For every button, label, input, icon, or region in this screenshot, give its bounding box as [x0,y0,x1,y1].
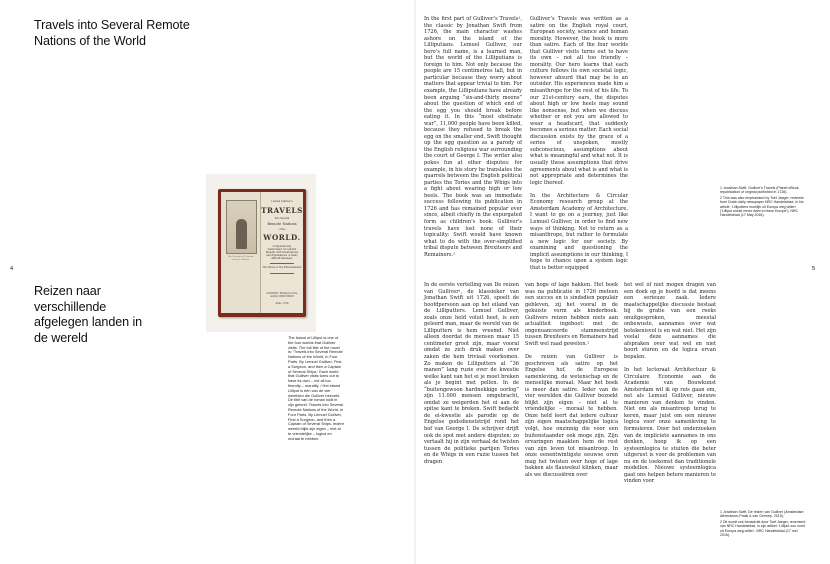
portrait-figure [236,219,247,249]
title-page [261,192,303,313]
book-photo [206,174,316,332]
portrait-caption: The Portrait of Captain Lemuel Gulliver [227,255,254,261]
dutch-column-2 [525,282,618,552]
footnote: 2 This was also emphasised by Toef Jaeger, reviewer from Dutch daily newspaper NRC Handelsblad, in his article: ‘Lilliputters moeilijk uit Europa weg willen’ (‘Lilliput would never want to leave Europe’), NRC Handelsblad (17 May 2016). [720,195,804,218]
tp-line: TRAVELS [261,206,303,215]
dutch-column-3 [624,282,716,552]
page-number-right: 5 [812,266,816,272]
dutch-paragraph: In de eerste vertelling van De reizen van Gulliver¹, de klassieker van Jonathan Swift uit 1726, spoelt de hoofdpersoon aan op het eiland van de Lilliputters. Lemuel Gulliver, zoals onze held voluit heet, is een geleerd man, maar de wereld van de Lilliputters is hem vreemd. Niet alleen doordat de mensen maar 15 centimeter groot zijn, maar vooral omdat ze zich druk maken over zaken die hem triviaal voorkomen. Zo maken de Lilliputters al “36 manen” lang ruzie over de kwestie welke kant van het ei je moet breken als je begint met pellen. In de “buitengewoon hardnekkige oorlog” zijn 11.000 mensen omgebracht, omdat ze weigerden het ei aan de spitse kant te breken. Swift bedacht de ei-kwestie als parodie op de Engelse godsdienststrijd rond het hof van George I. De schrijver drijft ook de spot met andere disputen: zo vertaalt hij in zijn verhaal de twisten tussen de politieke partijen Tories en de Whigs in een ruzie tussen het dragen [424,282,519,465]
tp-rule [270,273,294,274]
tp-line: Remote Nations [267,222,297,226]
frontispiece-page [221,192,260,313]
tp-line: WORLD. [263,233,301,242]
tp-rule [270,263,294,264]
english-column-1 [424,16,522,258]
book-cover [218,189,306,317]
photo-caption: The island of Lilliput is one of the four worlds that Gulliver visits. The full title of the novel is: ‘Travels into Several Remote Nations of the World, in Four Parts. By Lemuel Gulliver, First a Surgeon, and then a Captain of Several Ships.’ Each world that Gulliver visits turns out to have its own – not all too friendly – morality. / Het eiland Lilliput is één van de vier werelden die Gulliver bezoekt. De titel van de roman luidt in zijn geheel: Travels into Several Remote Nations of the World, in Four Parts. By Lemuel Gulliver, First a Surgeon, and then a Captain of Several Ships. Iedere wereld blijkt zijn eigen – niet al te vriendelijke – logica en moraal te hebben. [288,335,345,441]
tp-line: LONDON: Printed for the Author MDCCXXVI [266,292,298,298]
english-title: Travels into Several Remote Nations of the World [34,18,190,48]
dutch-column-1 [424,282,519,552]
dutch-paragraph: van hoge of lage hakken. Het boek was na publicatie in 1726 meteen een succes en is sindsdien populair gebleven, zij het vooral in de gekuiste vorm als kinderboek. Gullivers reizen hebben niets aan actualiteit ingeboet: met de ongenuanceerde stammenstrijd tussen Brexiteers en Remainers had Swift wel raad geweten.² [525,282,618,347]
tp-line: Anno 1726 [275,302,289,305]
gutter [414,0,416,564]
footnote: 1 Jonathan Swift, Gulliver’s Travels (Planet eBook, republication of original published in 1726). [720,186,800,195]
english-column-2 [530,16,628,271]
footnote: 1 Jonathan Swift, De reizen van Gulliver (Amsterdam: Athenaeum-Polak & van Gennep, 2015). [720,510,805,519]
dutch-paragraph: het wel of niet mogen dragen van een doek op je hoofd is dat ineens een serieuze zaak. Iedere maatschappelijke discussie bestaat bij de gratie van een reeks onuitgesproken, meestal onbewuste, aannames over wat betekenisvol is en wat niet. Het zijn veelal deze aannames die afspraken over wat wel en niet hoort sturen en de logica ervan bepalen. [624,282,716,361]
dutch-footnotes [720,510,806,560]
tp-line: Lemuel Gulliver’s [271,200,293,203]
gulliver-portrait-engraving [226,200,257,254]
english-paragraph: In the first part of Gulliver’s Travels¹, the classic by Jonathan Swift from 1726, the main character washes ashore on the island of the Lilliputians. Lemuel Gulliver, our hero’s full name, is a learned man, but the world of the Lilliputians is foreign to him. Not only because the people are 15 centimetres tall, but in particular because they worry about matters that appear trivial to him. For example, the Lilliputians have already been arguing “six-and-thirty moons” about the question of which end of the egg you should break before eating it. In this “most obstinate war”, 11,000 people have been killed, because they refused to break the egg on the smaller end. Swift thought up the egg question as a parody of the English religious war surrounding the court of George I. The writer also pokes fun at other disputes: for example, in his story he translates the quarrels between the English political parties the Tories and the Whigs into a fight about wearing high or low heels. The book was an immediate success following its publication in 1726 and has remained popular ever since, albeit chiefly in the expurgated form as children’s book. Gulliver’s travels have lost none of their topicality: Swift would have known what to do with the over-simplified tribal dispute between Brexiteers and Remainers.² [424,16,522,258]
dutch-paragraph: De reizen van Gulliver is geschreven als satire op het Engelse hof, de Europese samenleving, de wetenschap en de menselijke moraal. Maar het boek is meer dan satire. Ieder van de vier werelden die Gulliver bezoekt blijkt zijn eigen – niet al te vriendelijke – moraal te hebben. Onze held leert dat iedere cultuur zijn eigen maatschappelijke logica volgt, hoe onzinnig die voor een buitenstaander ook moge zijn. Zijn ervaringen maakten hem de rest van zijn leven tot misantroop. In onze eenentwintigste eeuwse oren mag het twisten over hoge of lage hakken als flauwekul klinken, maar als we discussiëren over [525,354,618,478]
tp-line: of the [278,228,286,231]
dutch-paragraph: In het lectoraat Architectuur & Circulaire Economie aan de Academie van Bouwkunst Amsterdam wil ik op reis gaan om, net als Lemuel Gulliver, nieuwe manieren van denken te vinden. Niet om als misantroop terug te keren, maar juist om een nieuwe logica voor onze samenleving te formuleren. Door het onderzoeken van de impliciete aannames in ons denken, hoop ik op een systeemlogica te stuiten die beter uitgerust is voor de problemen van nu en de toekomst dan traditionele modellen. Nieuwe systeemlogica gaat ons helpen betere manieren te vinden voor [624,367,716,485]
english-paragraph: In the Architecture & Circular Economy research group at the Amsterdam Academy of Architecture, I want to go on a journey, just like Lemuel Gulliver, in order to find new ways of thinking. Not to return as a misanthrope, but rather to formulate a new logic for our society. By examining and questioning the implicit assumptions in our thinking, I hope to chance upon a system logic that is better equipped [530,192,628,271]
tp-line: The Whole of the Entertainment [262,266,302,269]
tp-line: into Several [274,217,290,220]
english-paragraph: Gulliver’s Travels was written as a satire on the English royal court, European society, science and human morality. However, the book is more than satire. Each of the four worlds that Gulliver visits turns out to have its own – not all too friendly – morality. Our hero learns that each culture follows its own societal logic, however absurd that may be to an outsider. His experiences made him a misanthrope for the rest of his life. To our 21st-century ears, the disputes about high or low heels may sound like nonsense, but when we discuss whether or not you are allowed to wear a headscarf, that suddenly becomes a serious matter. Each social discussion exists by the grace of a series of unspoken, mostly subconscious, assumptions about what is meaningful and what not. It is usually these assumptions that drive agreements about what is and what is not appropriate and determines the logic thereof. [530,16,628,186]
page-number-left: 4 [10,266,14,272]
footnote: 2 Dit wordt ook benadrukt door Toef Jaeger, recensent van NRC Handelsblad, in zijn artikel: ‘Lilliput zou nooit uit Europa weg willen’, NRC Handelsblad (17 mei 2016). [720,519,806,538]
tp-line: Compendiously methodized, for publick Benefit; with Observations and Explanations of many difficult Passages. [265,245,299,260]
english-footnotes [720,186,806,250]
dutch-title: Reizen naar verschillende afgelegen landen in de wereld [34,284,143,345]
